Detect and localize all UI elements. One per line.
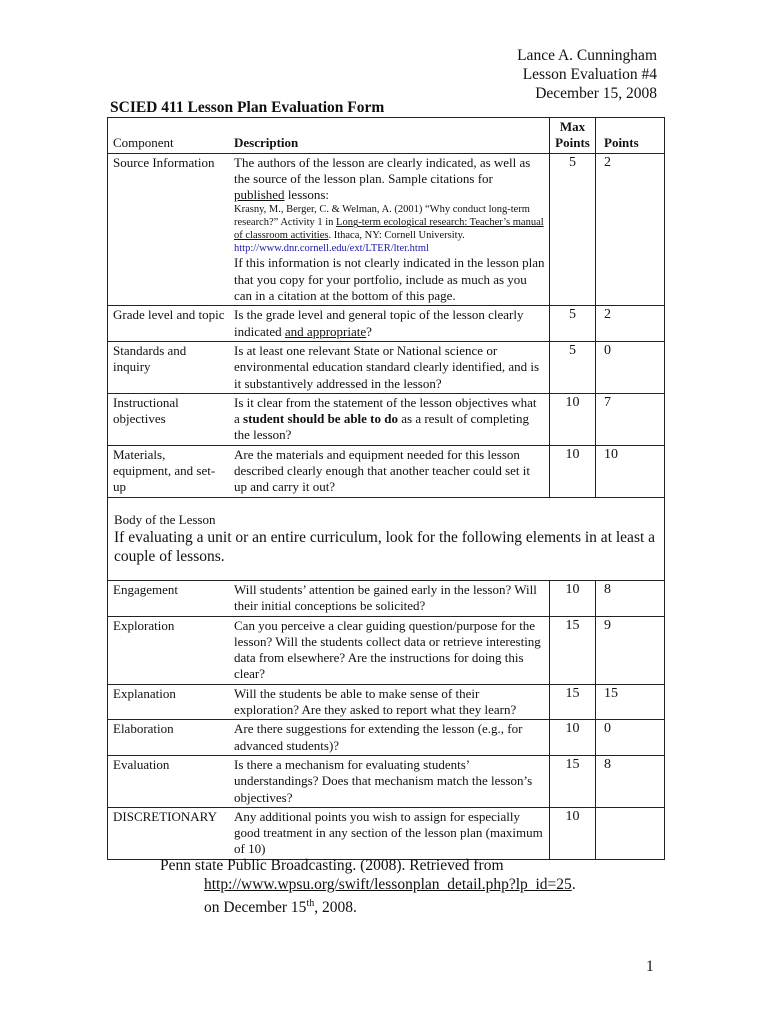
table-row bbox=[108, 755, 665, 807]
row-points: 8 bbox=[596, 580, 665, 616]
row-max-points: 10 bbox=[550, 580, 596, 616]
row-max-points: 10 bbox=[550, 445, 596, 497]
body-section-label: Body of the Lesson bbox=[114, 511, 216, 527]
row-max-points: 10 bbox=[550, 807, 596, 859]
table-row bbox=[108, 393, 665, 445]
row-description: Can you perceive a clear guiding question/purpose for the lesson? Will the students collect data or retrieve interesting data from elsewhere? Are the instructions for doing this clear? bbox=[230, 616, 550, 684]
row-points: 0 bbox=[596, 341, 665, 393]
row-points bbox=[596, 807, 665, 859]
citation-date: on December 15th, 2008. bbox=[204, 898, 357, 917]
row-max-points: 15 bbox=[550, 684, 596, 720]
table-row bbox=[108, 153, 665, 306]
row-component: Source Information bbox=[108, 153, 231, 306]
row-description: Will the students be able to make sense of their exploration? Are they asked to report what they learn? bbox=[230, 684, 550, 720]
column-header-component: Component bbox=[108, 118, 231, 154]
row-description: Is at least one relevant State or National science or environmental education standard clearly identified, and is it substantively addressed in the lesson? bbox=[230, 341, 550, 393]
row-points: 2 bbox=[596, 306, 665, 342]
table-row bbox=[108, 341, 665, 393]
row-component: Elaboration bbox=[108, 720, 231, 756]
column-header-max-points: Max Points bbox=[550, 118, 596, 154]
row-points: 8 bbox=[596, 755, 665, 807]
row-description: The authors of the lesson are clearly indicated, as well as the source of the lesson plan. Sample citations for published lessons: Krasny, M., Berger, C. & Welman, A. (2001) “Why conduct long-term research?” Activity 1 in Long-term ecological research: Teacher’s manual of classroom activities. Ithaca, NY: Cornell University. http://www.dnr.cornell.edu/ext/LTER/lter.html If this information is not clearly indicated in the lesson plan that you copy for your portfolio, include as much as you can in a citation at the bottom of this page. bbox=[230, 153, 550, 306]
row-points: 0 bbox=[596, 720, 665, 756]
wpsu-link[interactable]: http://www.wpsu.org/swift/lessonplan_detail.php?lp_id=25 bbox=[204, 876, 572, 893]
column-header-points: Points bbox=[596, 118, 665, 154]
row-max-points: 5 bbox=[550, 341, 596, 393]
row-points: 7 bbox=[596, 393, 665, 445]
row-max-points: 10 bbox=[550, 393, 596, 445]
table-row bbox=[108, 445, 665, 497]
citation-source: Penn state Public Broadcasting. (2008). Retrieved from bbox=[160, 857, 504, 874]
row-description: Any additional points you wish to assign for especially good treatment in any section of the lesson plan (maximum of 10) bbox=[230, 807, 550, 859]
table-row bbox=[108, 306, 665, 342]
row-component: Exploration bbox=[108, 616, 231, 684]
row-points: 10 bbox=[596, 445, 665, 497]
row-points: 9 bbox=[596, 616, 665, 684]
row-description: Are the materials and equipment needed for this lesson described clearly enough that another teacher could set it up and carry it out? bbox=[230, 445, 550, 497]
row-max-points: 15 bbox=[550, 755, 596, 807]
evaluation-table bbox=[107, 117, 665, 860]
column-header-description: Description bbox=[230, 118, 550, 154]
table-row bbox=[108, 684, 665, 720]
body-section-instruction: If evaluating a unit or an entire curriculum, look for the following elements in at least a couple of lessons. bbox=[114, 528, 656, 565]
row-component: Instructional objectives bbox=[108, 393, 231, 445]
row-component: Standards and inquiry bbox=[108, 341, 231, 393]
sample-citation: Krasny, M., Berger, C. & Welman, A. (2001) “Why conduct long-term research?” Activity 1 in Long-term ecological research: Teacher’s manual of classroom activities. Ithaca, NY: Cornell University. http://www.dnr.cornell.edu/ext/LTER/lter.html bbox=[234, 204, 544, 255]
row-description: Will students’ attention be gained early in the lesson? Will their initial conceptions be solicited? bbox=[230, 580, 550, 616]
row-description: Is it clear from the statement of the lesson objectives what a student should be able to do as a result of completing the lesson? bbox=[230, 393, 550, 445]
body-section bbox=[108, 497, 665, 580]
row-points: 15 bbox=[596, 684, 665, 720]
form-title: SCIED 411 Lesson Plan Evaluation Form bbox=[110, 99, 385, 116]
reference-citation bbox=[160, 856, 576, 917]
body-section-row bbox=[108, 497, 665, 580]
row-max-points: 10 bbox=[550, 720, 596, 756]
row-component: Grade level and topic bbox=[108, 306, 231, 342]
row-component: Explanation bbox=[108, 684, 231, 720]
page-number: 1 bbox=[646, 958, 654, 975]
row-description: Is there a mechanism for evaluating students’ understandings? Does that mechanism match the lesson’s objectives? bbox=[230, 755, 550, 807]
lter-link[interactable]: http://www.dnr.cornell.edu/ext/LTER/lter.html bbox=[234, 243, 429, 255]
table-row bbox=[108, 720, 665, 756]
table-row bbox=[108, 616, 665, 684]
row-component: DISCRETIONARY bbox=[108, 807, 231, 859]
row-component: Materials, equipment, and set-up bbox=[108, 445, 231, 497]
table-header-row bbox=[108, 118, 665, 154]
row-description: Are there suggestions for extending the lesson (e.g., for advanced students)? bbox=[230, 720, 550, 756]
table-row bbox=[108, 580, 665, 616]
row-max-points: 5 bbox=[550, 306, 596, 342]
row-component: Evaluation bbox=[108, 755, 231, 807]
citation-link-line: http://www.wpsu.org/swift/lessonplan_detail.php?lp_id=25. bbox=[204, 876, 576, 893]
row-max-points: 5 bbox=[550, 153, 596, 306]
document-header bbox=[517, 46, 657, 103]
row-description: Is the grade level and general topic of the lesson clearly indicated and appropriate? bbox=[230, 306, 550, 342]
row-points: 2 bbox=[596, 153, 665, 306]
row-component: Engagement bbox=[108, 580, 231, 616]
table-row bbox=[108, 807, 665, 859]
row-max-points: 15 bbox=[550, 616, 596, 684]
evaluation-number: Lesson Evaluation #4 bbox=[522, 66, 657, 83]
document-date: December 15, 2008 bbox=[535, 85, 657, 102]
author-name: Lance A. Cunningham bbox=[517, 47, 657, 64]
